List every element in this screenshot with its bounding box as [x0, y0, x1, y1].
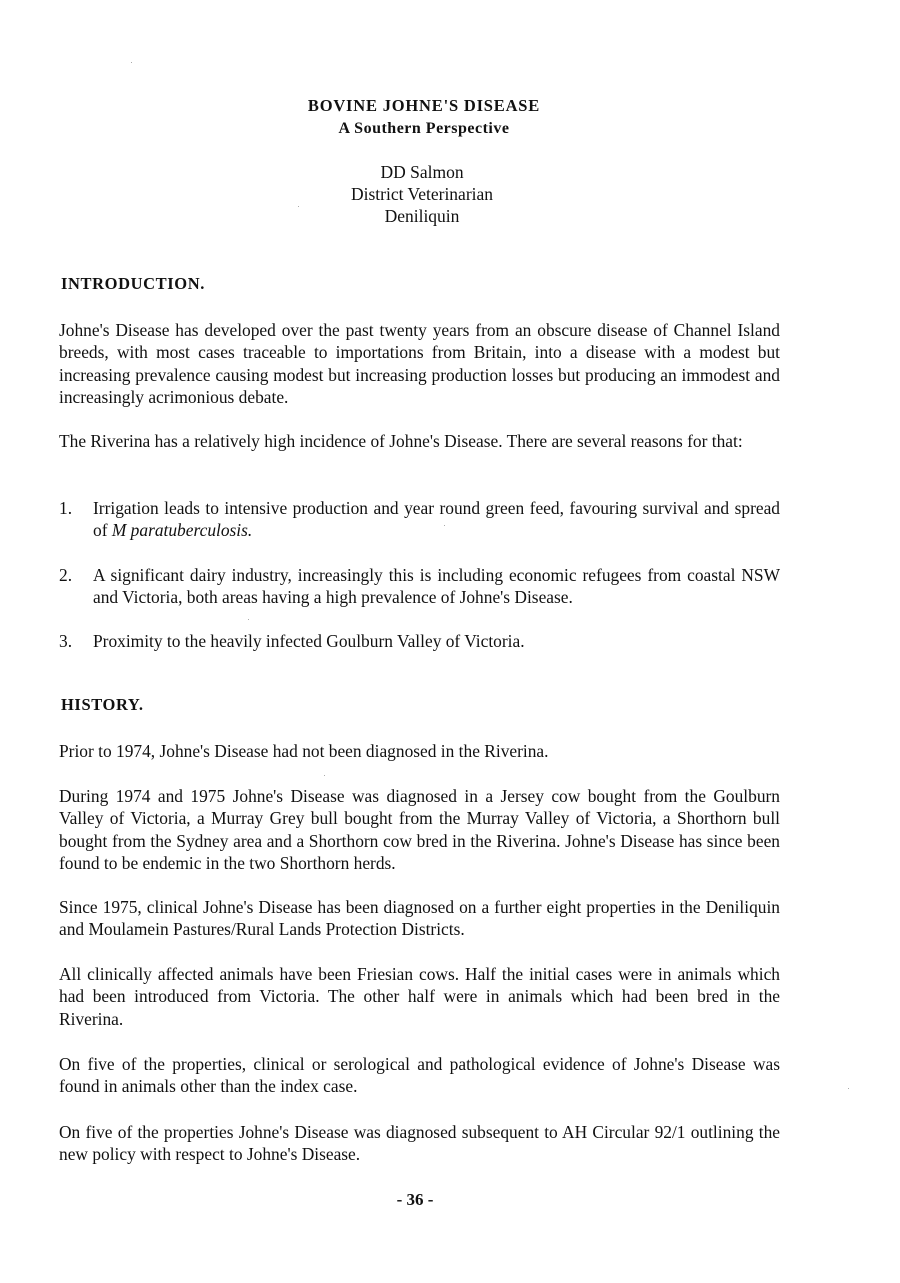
scan-speck — [131, 62, 132, 63]
history-paragraph-5: On five of the properties, clinical or serological and pathological evidence of Johne's Disease was found in animals other than the index case. — [59, 1054, 780, 1097]
author-block — [0, 161, 844, 227]
scan-speck — [298, 206, 299, 207]
history-paragraph-6: On five of the properties Johne's Disease was diagnosed subsequent to AH Circular 92/1 outlining the new policy with respect to Johne's Disease. — [59, 1122, 780, 1165]
list-text — [93, 497, 780, 542]
history-paragraph-2: During 1974 and 1975 Johne's Disease was diagnosed in a Jersey cow bought from the Goulburn Valley of Victoria, a Murray Grey bull bought from the Murray Valley of Victoria, a Shorthorn bull bought from the Sydney area and a Shorthorn cow bred in the Riverina. Johne's Disease has since been found to be endemic in the two Shorthorn herds. — [59, 786, 780, 873]
history-paragraph-1: Prior to 1974, Johne's Disease had not been diagnosed in the Riverina. — [59, 741, 549, 761]
scan-speck — [444, 525, 445, 526]
introduction-paragraph-2: The Riverina has a relatively high incidence of Johne's Disease. There are several reasons for that: — [59, 431, 743, 451]
list-text: Proximity to the heavily infected Goulburn Valley of Victoria. — [93, 631, 525, 651]
list-text-plain: Irrigation leads to intensive production and year round green feed, favouring survival and spread of — [93, 498, 780, 541]
introduction-paragraph-1: Johne's Disease has developed over the past twenty years from an obscure disease of Channel Island breeds, with most cases traceable to importations from Britain, into a disease with a modest but increasing prevalence causing modest but increasing production losses but producing an immodest and increasingly acrimonious debate. — [59, 320, 780, 407]
reason-list-item-3 — [59, 630, 780, 652]
author-location: Deniliquin — [384, 206, 460, 226]
scan-speck — [248, 619, 249, 620]
history-paragraph-4: All clinically affected animals have been Friesian cows. Half the initial cases were in animals which had been introduced from Victoria. The other half were in animals which had been bred in the Riverina. — [59, 964, 780, 1029]
introduction-heading: INTRODUCTION. — [61, 274, 205, 293]
author-name: DD Salmon — [380, 162, 464, 182]
history-paragraph-3: Since 1975, clinical Johne's Disease has been diagnosed on a further eight properties in the Deniliquin and Moulamein Pastures/Rural Lands Protection Districts. — [59, 897, 780, 940]
reason-list-item-1 — [59, 497, 780, 542]
history-heading: HISTORY. — [61, 695, 144, 714]
list-text: A significant dairy industry, increasingly this is including economic refugees from coastal NSW and Victoria, both areas having a high prevalence of Johne's Disease. — [93, 565, 780, 608]
document-subtitle: A Southern Perspective — [338, 120, 510, 137]
list-number: 2. — [59, 565, 73, 585]
list-text-italic: M paratuberculosis. — [111, 520, 253, 541]
scan-speck — [324, 775, 325, 776]
list-number: 1. — [59, 498, 73, 518]
reason-list-item-2 — [59, 564, 780, 609]
scan-speck — [848, 1088, 849, 1089]
author-role: District Veterinarian — [350, 184, 494, 204]
document-title: BOVINE JOHNE'S DISEASE — [307, 96, 541, 115]
list-number: 3. — [59, 631, 73, 651]
page-number: - 36 - — [396, 1190, 434, 1209]
